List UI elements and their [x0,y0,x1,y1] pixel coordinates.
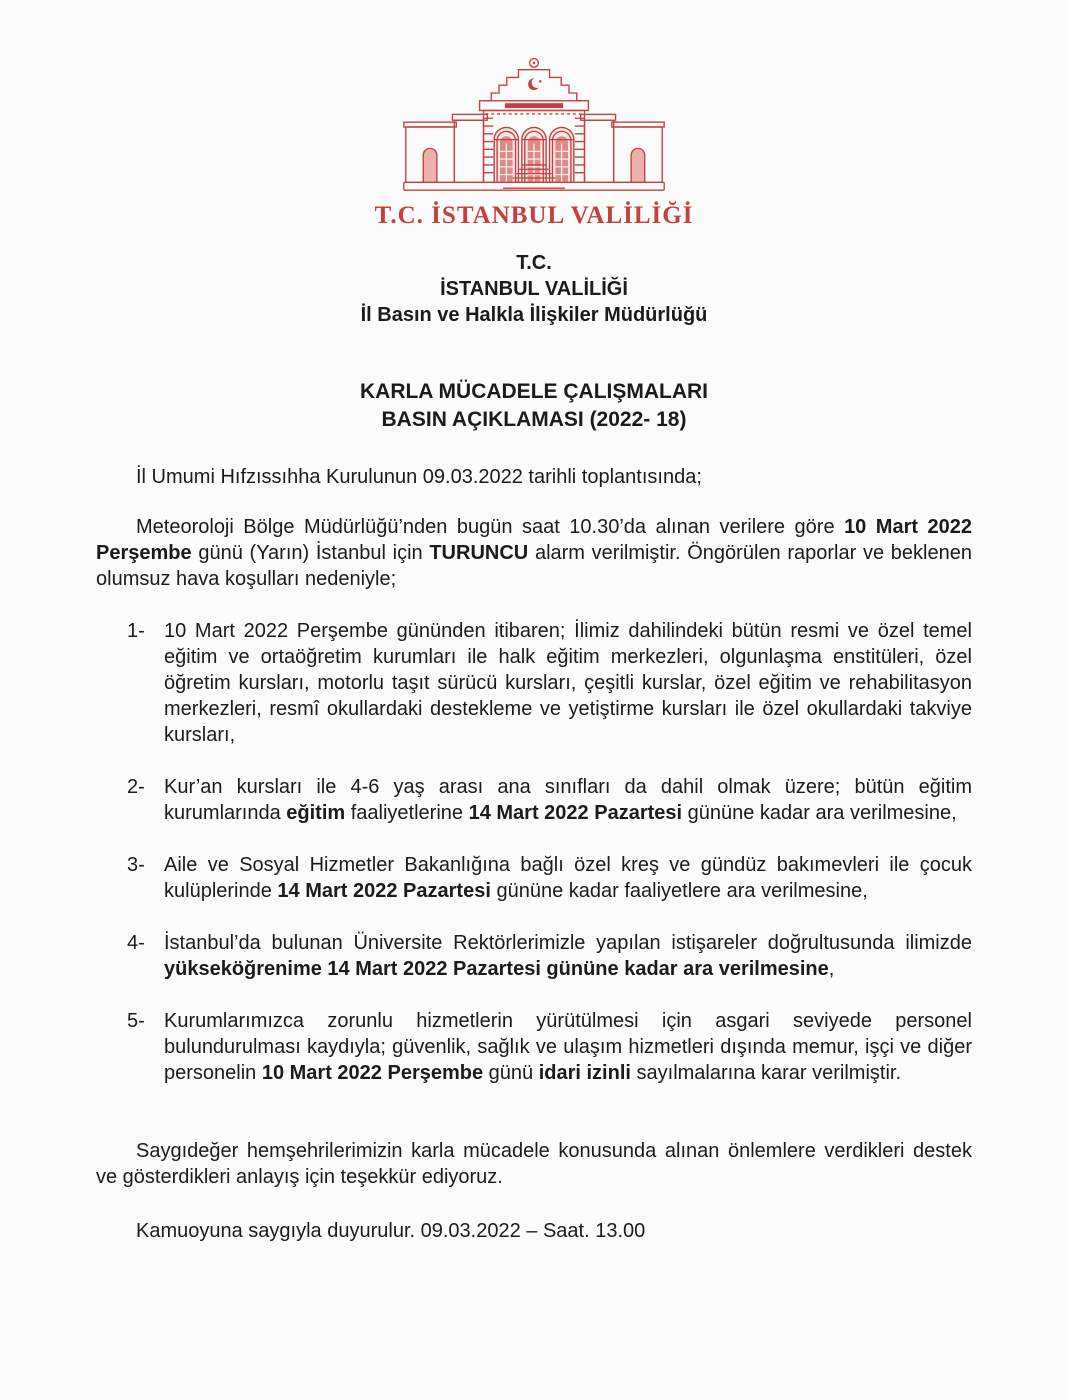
letterhead [96,250,972,328]
list-item-5 [127,1008,972,1086]
intro-paragraph: İl Umumi Hıfzıssıhha Kurulunun 09.03.2022 tarihli toplantısında; [136,466,702,488]
item-text: Kur’an kursları ile 4-6 yaş arası ana sınıfları da dahil olmak üzere; bütün eğitim kurumlarında eğitim faaliyetlerine 14 Mart 2022 Pazartesi gününe kadar ara verilmesine, [164,776,972,824]
list-item-4 [127,930,972,982]
item-number: 5- [127,1010,145,1032]
decision-list [96,618,972,1086]
title-line-2: BASIN AÇIKLAMASI (2022- 18) [381,408,687,431]
letterhead-line-mudurluk: İl Basın ve Halkla İlişkiler Müdürlüğü [360,304,708,326]
item-number: 1- [127,620,145,642]
document-title [96,378,972,434]
item-text: İstanbul’da bulunan Üniversite Rektörlerimizle yapılan istişareler doğrultusunda ilimizde yükseköğrenime 14 Mart 2022 Pazartesi gününe kadar ara verilmesine, [164,932,972,980]
letterhead-logo [96,0,972,230]
valilik-building-icon [398,54,670,200]
item-text: Aile ve Sosyal Hizmetler Bakanlığına bağlı özel kreş ve gündüz bakımevleri ile çocuk kulüplerinde 14 Mart 2022 Pazartesi gününe kadar faaliyetlere ara verilmesine, [164,854,972,902]
logo-caption: T.C. İSTANBUL VALİLİĞİ [374,202,694,229]
list-item-1 [127,618,972,748]
letterhead-line-tc: T.C. [516,252,552,274]
list-item-3 [127,852,972,904]
list-item-2 [127,774,972,826]
alert-paragraph: Meteoroloji Bölge Müdürlüğü’nden bugün saat 10.30’da alınan verilere göre 10 Mart 2022 Perşembe günü (Yarın) İstanbul için TURUNCU alarm verilmiştir. Öngörülen raporlar ve beklenen olumsuz hava koşulları nedeniyle; [96,516,973,590]
signoff-line: Kamuoyuna saygıyla duyurulur. 09.03.2022 – Saat. 13.00 [136,1220,646,1242]
item-text: Kurumlarımızca zorunlu hizmetlerin yürütülmesi için asgari seviyede personel bulundurulması kaydıyla; güvenlik, sağlık ve ulaşım hizmetleri dışında memur, işçi ve diğer personelin 10 Mart 2022 Perşembe günü idari izinli sayılmalarına karar verilmiştir. [164,1010,972,1084]
letterhead-line-valilik: İSTANBUL VALİLİĞİ [440,278,628,300]
item-number: 3- [127,854,145,876]
item-number: 4- [127,932,145,954]
item-number: 2- [127,776,145,798]
item-text: 10 Mart 2022 Perşembe gününden itibaren; İlimiz dahilindeki bütün resmi ve özel temel eğitim ve ortaöğretim kurumları ile halk eğitim merkezleri, olgunlaşma enstitüleri, özel öğretim kursları, motorlu taşıt sürücü kursları, çeşitli kurslar, özel eğitim ve rehabilitasyon merkezleri, resmî okullardaki destekleme ve yetiştirme kursları ile özel okullardaki takviye kursları, [164,620,972,746]
title-line-1: KARLA MÜCADELE ÇALIŞMALARI [359,380,709,403]
closing-paragraph: Saygıdeğer hemşehrilerimizin karla mücadele konusunda alınan önlemlere verdikleri destek ve gösterdikleri anlayış için teşekkür ediyoruz. [96,1140,972,1188]
